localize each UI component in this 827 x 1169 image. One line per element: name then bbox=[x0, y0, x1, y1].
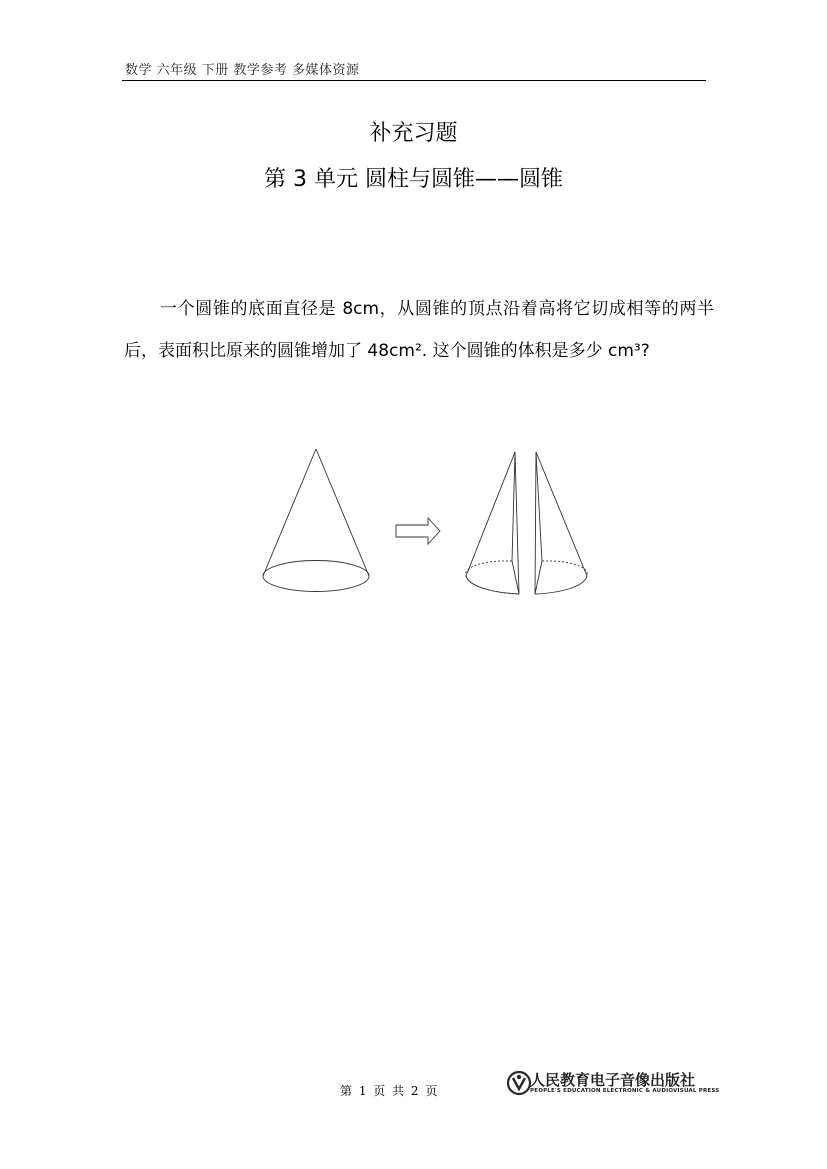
cone-cut-figure bbox=[250, 440, 610, 605]
unit-title: 第 3 单元 圆柱与圆锥——圆锥 bbox=[264, 167, 563, 192]
header-text: 数学 六年级 下册 教学参考 多媒体资源 bbox=[125, 63, 360, 78]
page-number: 第 1 页 共 2 页 bbox=[340, 1084, 438, 1098]
left-half-cone-diagram bbox=[466, 452, 519, 594]
right-half-cone-diagram bbox=[535, 452, 587, 594]
cone-diagram bbox=[263, 449, 369, 592]
page-title: 补充习题 bbox=[369, 121, 458, 146]
right-arrow-icon bbox=[396, 518, 440, 544]
problem-text: 一个圆锥的底面直径是 8cm，从圆锥的顶点沿着高将它切成相等的两半后，表面积比原来的圆锥增加了 48cm². 这个圆锥的体积是多少 cm³? bbox=[124, 299, 714, 361]
publisher-name: 人民教育电子音像出版社 bbox=[530, 1071, 696, 1089]
header-divider bbox=[122, 80, 706, 81]
publisher-name-en: PEOPLE'S EDUCATION ELECTRONIC & AUDIOVISUAL PRESS bbox=[530, 1088, 720, 1094]
